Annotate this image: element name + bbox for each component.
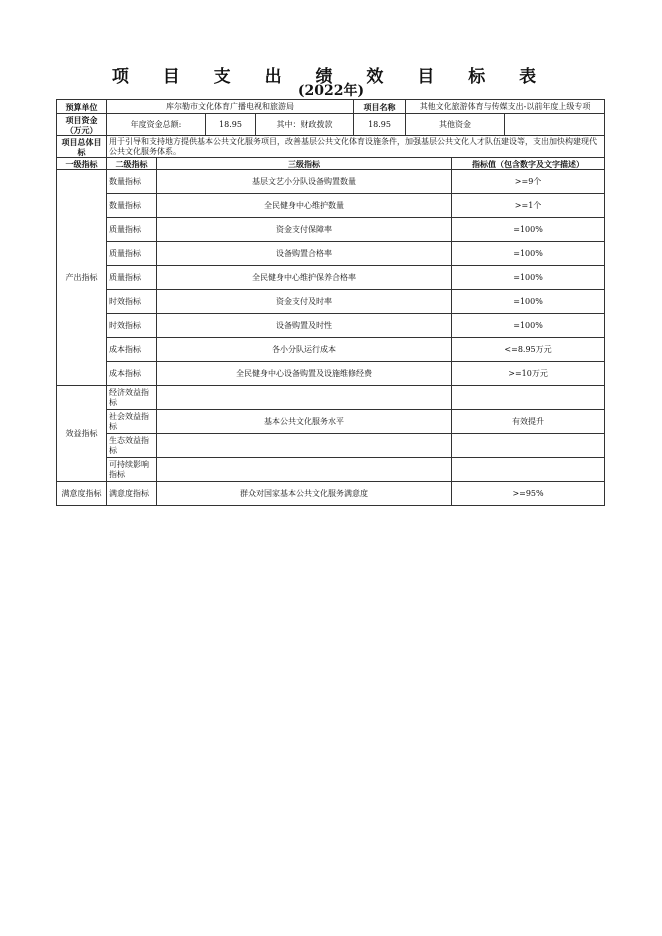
other-funds-label: 其他资金 [406, 114, 505, 136]
table-row [57, 458, 605, 482]
value-cell [452, 386, 605, 410]
performance-table [56, 99, 605, 506]
level3-cell: 基层文艺小分队设备购置数量 [157, 170, 452, 194]
budget-unit-label: 预算单位 [57, 100, 107, 114]
level3-cell [157, 434, 452, 458]
level3-cell: 全民健身中心维护保养合格率 [157, 266, 452, 290]
fiscal-label: 其中：财政拨款 [256, 114, 354, 136]
output-section [57, 170, 605, 386]
level3-cell [157, 458, 452, 482]
value-cell: =100% [452, 218, 605, 242]
header-level3: 三级指标 [157, 158, 452, 170]
header-row [57, 158, 605, 170]
level3-cell: 基本公共文化服务水平 [157, 410, 452, 434]
fiscal-value: 18.95 [354, 114, 406, 136]
header-level2: 二级指标 [107, 158, 157, 170]
goal-row [57, 136, 605, 158]
benefit-section [57, 386, 605, 482]
table-row [57, 434, 605, 458]
value-cell [452, 458, 605, 482]
header-value: 指标值（包含数字及文字描述） [452, 158, 605, 170]
level2-cell: 质量指标 [107, 266, 157, 290]
annual-total-value: 18.95 [206, 114, 256, 136]
value-cell: >=9个 [452, 170, 605, 194]
satisfaction-group-label: 满意度指标 [57, 482, 107, 506]
output-group-label: 产出指标 [57, 170, 107, 386]
level2-cell: 时效指标 [107, 314, 157, 338]
table-row [57, 194, 605, 218]
level3-cell: 群众对国家基本公共文化服务满意度 [157, 482, 452, 506]
level3-cell: 资金支付保障率 [157, 218, 452, 242]
level3-cell [157, 386, 452, 410]
table-row [57, 386, 605, 410]
level2-cell: 时效指标 [107, 290, 157, 314]
level2-cell: 社会效益指标 [107, 410, 157, 434]
level2-cell: 经济效益指标 [107, 386, 157, 410]
level2-cell: 生态效益指标 [107, 434, 157, 458]
value-cell: <=8.95万元 [452, 338, 605, 362]
level2-cell: 数量指标 [107, 194, 157, 218]
value-cell: >=10万元 [452, 362, 605, 386]
satisfaction-section [57, 482, 605, 506]
level2-cell: 可持续影响指标 [107, 458, 157, 482]
table-row [57, 314, 605, 338]
value-cell: =100% [452, 242, 605, 266]
level3-cell: 全民健身中心设备购置及设施维修经费 [157, 362, 452, 386]
level2-cell: 成本指标 [107, 338, 157, 362]
page-subtitle: (2022年) [297, 83, 365, 99]
value-cell: >=95% [452, 482, 605, 506]
level3-cell: 全民健身中心维护数量 [157, 194, 452, 218]
level2-cell: 数量指标 [107, 170, 157, 194]
page-title: 项 目 支 出 绩 效 目 标 表 [111, 67, 551, 87]
project-name-label: 项目名称 [354, 100, 406, 114]
other-funds-value [505, 114, 605, 136]
value-cell: =100% [452, 314, 605, 338]
value-cell: >=1个 [452, 194, 605, 218]
benefit-group-label: 效益指标 [57, 386, 107, 482]
table-row [57, 218, 605, 242]
info-section [57, 100, 605, 170]
goal-label: 项目总体目标 [57, 136, 107, 158]
level3-cell: 资金支付及时率 [157, 290, 452, 314]
header-level1: 一级指标 [57, 158, 107, 170]
table-row [57, 362, 605, 386]
goal-text: 用于引导和支持地方提供基本公共文化服务项目，改善基层公共文化体育设施条件，加强基层公共文化人才队伍建设等，支出加快构建现代公共文化服务体系。 [107, 136, 605, 158]
table-row [57, 482, 605, 506]
level3-cell: 各小分队运行成本 [157, 338, 452, 362]
fund-label: 项目资金（万元） [57, 114, 107, 136]
table-row [57, 290, 605, 314]
level3-cell: 设备购置及时性 [157, 314, 452, 338]
table-row [57, 242, 605, 266]
value-cell: 有效提升 [452, 410, 605, 434]
value-cell [452, 434, 605, 458]
value-cell: =100% [452, 290, 605, 314]
budget-unit-value: 库尔勒市文化体育广播电视和旅游局 [107, 100, 354, 114]
project-name-value: 其他文化旅游体育与传媒支出-以前年度上级专项 [406, 100, 605, 114]
level2-cell: 满意度指标 [107, 482, 157, 506]
annual-total-label: 年度资金总额: [107, 114, 206, 136]
table-row [57, 170, 605, 194]
level2-cell: 成本指标 [107, 362, 157, 386]
table-row [57, 338, 605, 362]
table-row [57, 266, 605, 290]
level3-cell: 设备购置合格率 [157, 242, 452, 266]
table-row [57, 410, 605, 434]
level2-cell: 质量指标 [107, 218, 157, 242]
budget-unit-row [57, 100, 605, 114]
value-cell: =100% [452, 266, 605, 290]
level2-cell: 质量指标 [107, 242, 157, 266]
fund-row [57, 114, 605, 136]
